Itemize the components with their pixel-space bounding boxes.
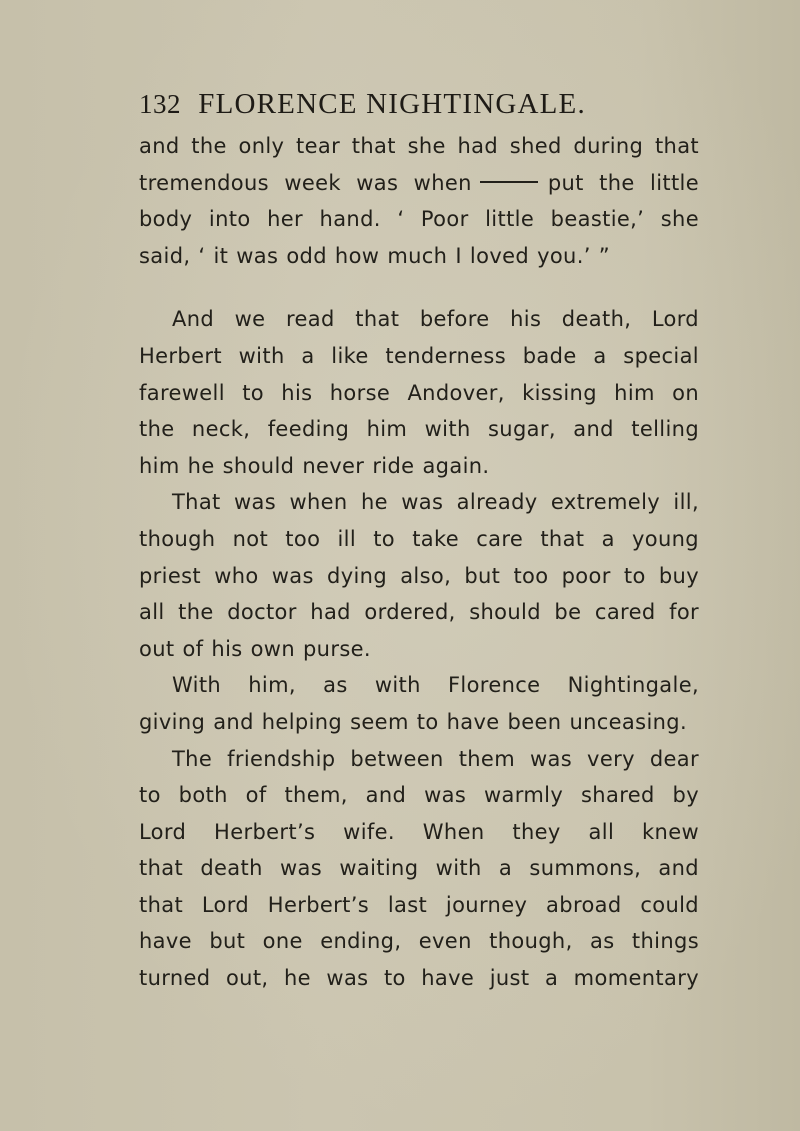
text-line xyxy=(139,165,699,202)
text-line: That was when he was already extremely ill, xyxy=(172,490,699,515)
text-line: priest who was dying also, but too poor to buy xyxy=(139,563,699,588)
paragraph-gap xyxy=(139,274,699,301)
text-line: Lord Herbert’s wife. When they all knew xyxy=(139,819,699,844)
paragraph xyxy=(139,484,699,667)
text-line: that death was waiting with a summons, and xyxy=(139,856,699,881)
text-line: farewell to his horse Andover, kissing him on xyxy=(139,380,699,405)
page-number: 132 xyxy=(139,89,181,119)
text-line: And we read that before his death, Lord xyxy=(172,307,699,332)
text-line: to both of them, and was warmly shared by xyxy=(139,783,699,808)
text-line: and the only tear that she had shed during that xyxy=(139,134,699,158)
running-header xyxy=(139,82,699,126)
text-line: The friendship between them was very dear xyxy=(172,746,699,771)
text-line: giving and helping seem to have been unceasing. xyxy=(139,709,687,734)
text-line: him he should never ride again. xyxy=(139,453,490,478)
body-text xyxy=(139,128,699,997)
text-line: said, ‘ it was odd how much I loved you.’ ” xyxy=(139,243,611,268)
text-line: all the doctor had ordered, should be cared for xyxy=(139,600,699,625)
paragraph xyxy=(139,667,699,740)
text-line: With him, as with Florence Nightingale, xyxy=(172,673,699,698)
text-line: have but one ending, even though, as things xyxy=(139,929,699,954)
text-line: body into her hand. ‘ Poor little beastie,’ she xyxy=(139,207,699,232)
text-line: Herbert with a like tenderness bade a special xyxy=(139,343,699,368)
text-fragment: put the little xyxy=(547,170,699,195)
text-line: the neck, feeding him with sugar, and telling xyxy=(139,417,699,442)
running-title: FLORENCE NIGHTINGALE. xyxy=(198,88,586,120)
omitted-name-dash xyxy=(480,181,538,183)
text-line: though not too ill to take care that a young xyxy=(139,526,699,551)
paragraph xyxy=(139,301,699,484)
text-line: out of his own purse. xyxy=(139,636,371,661)
paragraph xyxy=(139,128,699,274)
text-line: turned out, he was to have just a momentary xyxy=(139,966,699,991)
text-line: that Lord Herbert’s last journey abroad could xyxy=(139,892,699,917)
paragraph xyxy=(139,741,699,997)
text-fragment: tremendous week was when xyxy=(139,170,472,195)
